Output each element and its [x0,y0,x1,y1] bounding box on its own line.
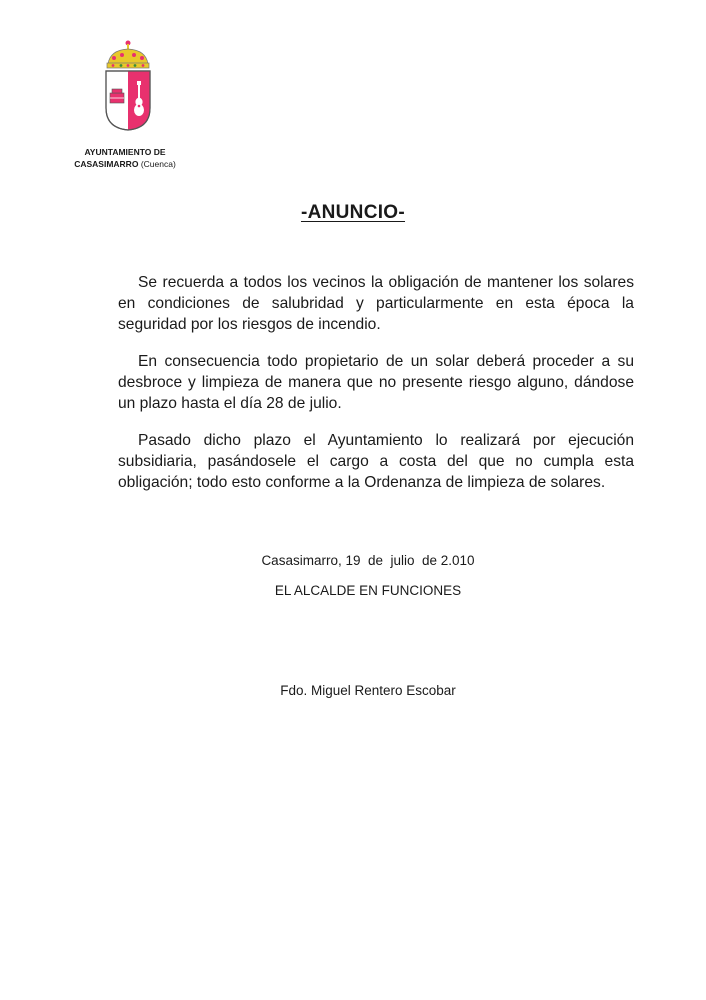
notice-body [118,272,634,509]
issuer-line2 [40,158,210,170]
municipal-coat-of-arms-icon [100,38,156,132]
issuer-province: (Cuenca) [140,159,176,169]
crown-icon [107,41,149,69]
issuer-town: CASASIMARRO [74,159,139,169]
notice-paragraph: Se recuerda a todos los vecinos la obligación de mantener los solares en condiciones de salubridad y particularmente en esta época la seguridad por los riesgos de incendio. [118,274,634,333]
place-date: Casasimarro, 19 de julio de 2.010 [261,553,475,568]
issuer-block [40,146,210,170]
signature-line: Fdo. Miguel Rentero Escobar [280,683,456,698]
notice-paragraph: En consecuencia todo propietario de un solar deberá proceder a su desbroce y limpieza de manera que no presente riesgo alguno, dándose un plazo hasta el día 28 de julio. [118,353,634,412]
signer-role: EL ALCALDE EN FUNCIONES [274,583,462,598]
shield-icon [106,71,150,130]
notice-paragraph: Pasado dicho plazo el Ayuntamiento lo realizará por ejecución subsidiaria, pasándosele el cargo a costa del que no cumpla esta obligación; todo esto conforme a la Ordenanza de limpieza de solares. [118,432,634,491]
notice-title: -ANUNCIO- [300,202,406,223]
issuer-line1: AYUNTAMIENTO DE [84,147,166,157]
